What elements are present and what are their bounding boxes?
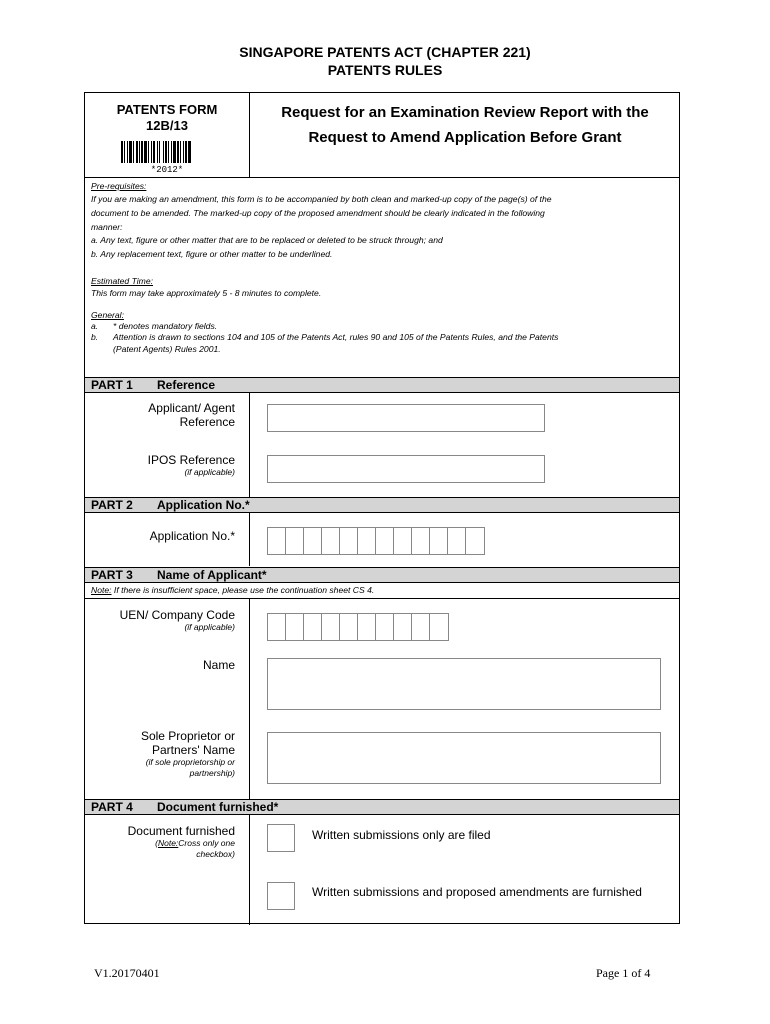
sole-proprietor-label bbox=[85, 729, 235, 779]
form-title-line1: Request for an Examination Review Report with the bbox=[281, 104, 649, 121]
prereq-line1: If you are making an amendment, this form is to be accompanied by both clean and marked-up copy of the page(s) of the bbox=[91, 194, 552, 204]
uen-sub: (if applicable) bbox=[184, 622, 235, 632]
document-note-label: Note: bbox=[157, 838, 179, 848]
sole-proprietor-input[interactable] bbox=[267, 732, 661, 784]
ipos-ref-label bbox=[85, 453, 235, 478]
part1-number: PART 1 bbox=[91, 378, 133, 392]
part2-title: Application No.* bbox=[157, 498, 250, 512]
document-note-text: Cross only one bbox=[178, 838, 235, 848]
part3-note bbox=[91, 584, 671, 598]
applicant-ref-input[interactable] bbox=[267, 404, 545, 432]
general-a-marker: a. bbox=[91, 321, 99, 331]
barcode bbox=[121, 141, 213, 163]
ipos-ref-sub: (if applicable) bbox=[184, 467, 235, 477]
submissions-amendments-checkbox[interactable] bbox=[267, 882, 295, 910]
application-no-input[interactable] bbox=[267, 527, 485, 555]
sole-sub2: partnership) bbox=[189, 768, 235, 778]
part1-band bbox=[85, 377, 679, 393]
part3-note-text: If there is insufficient space, please use the continuation sheet CS 4. bbox=[111, 585, 375, 595]
part3-number: PART 3 bbox=[91, 568, 133, 582]
act-title: SINGAPORE PATENTS ACT (CHAPTER 221) bbox=[239, 44, 531, 60]
submissions-only-label: Written submissions only are filed bbox=[312, 828, 491, 842]
submissions-amendments-label: Written submissions and proposed amendments are furnished bbox=[312, 885, 642, 899]
name-label: Name bbox=[202, 658, 235, 672]
document-furnished-note2: checkbox) bbox=[196, 849, 235, 859]
name-input[interactable] bbox=[267, 658, 661, 710]
prereq-line3: manner: bbox=[91, 222, 123, 232]
part2-number: PART 2 bbox=[91, 498, 133, 512]
form-frame bbox=[84, 92, 680, 924]
document-furnished-text: Document furnished bbox=[127, 824, 235, 838]
sole-line1: Sole Proprietor or bbox=[140, 729, 235, 743]
uen-label bbox=[85, 608, 235, 633]
application-no-label: Application No.* bbox=[149, 529, 235, 543]
part4-band bbox=[85, 799, 679, 815]
sole-sub1: (if sole proprietorship or bbox=[145, 757, 235, 767]
rules-title: PATENTS RULES bbox=[327, 62, 443, 78]
estimated-heading: Estimated Time: bbox=[91, 276, 154, 286]
general-b-text1: Attention is drawn to sections 104 and 105 of the Patents Act, rules 90 and 105 of the Patents Rules, and the Patents bbox=[113, 332, 559, 342]
part4-title: Document furnished* bbox=[157, 800, 279, 814]
barcode-bar bbox=[191, 141, 192, 163]
part3-divider bbox=[249, 599, 250, 802]
prereq-line2: document to be amended. The marked-up copy of the proposed amendment should be clearly indicated in the following bbox=[91, 208, 545, 218]
sole-line2: Partners' Name bbox=[152, 743, 235, 757]
ipos-ref-text: IPOS Reference bbox=[147, 453, 235, 467]
uen-input[interactable] bbox=[267, 613, 449, 641]
part2-divider bbox=[249, 513, 250, 566]
general-b-marker: b. bbox=[91, 332, 99, 342]
ipos-ref-input[interactable] bbox=[267, 455, 545, 483]
part4-divider bbox=[249, 815, 250, 925]
prereq-heading: Pre-requisites: bbox=[91, 181, 147, 191]
general-b-text2: (Patent Agents) Rules 2001. bbox=[113, 344, 221, 354]
part3-note-label: Note: bbox=[91, 585, 112, 595]
applicant-ref-line2: Reference bbox=[179, 415, 235, 429]
submissions-only-checkbox[interactable] bbox=[267, 824, 295, 852]
part4-number: PART 4 bbox=[91, 800, 133, 814]
form-id-line1: PATENTS FORM bbox=[116, 102, 218, 117]
form-id-line2: 12B/13 bbox=[146, 118, 188, 133]
general-heading: General: bbox=[91, 310, 124, 320]
applicant-ref-line1: Applicant/ Agent bbox=[148, 401, 235, 415]
applicant-ref-label bbox=[85, 401, 235, 429]
part3-band bbox=[85, 567, 679, 583]
prereq-item-b: b. Any replacement text, figure or other matter to be underlined. bbox=[91, 249, 333, 259]
header-rule bbox=[85, 177, 679, 178]
barcode-caption: *2012* bbox=[150, 165, 184, 175]
part1-divider bbox=[249, 393, 250, 497]
part3-title: Name of Applicant* bbox=[157, 568, 267, 582]
document-furnished-label bbox=[85, 824, 235, 860]
page-number: Page 1 of 4 bbox=[596, 966, 651, 980]
estimated-text: This form may take approximately 5 - 8 minutes to complete. bbox=[91, 288, 322, 298]
uen-text: UEN/ Company Code bbox=[119, 608, 235, 622]
part3-note-rule bbox=[85, 598, 679, 599]
part1-title: Reference bbox=[157, 378, 216, 392]
version-footer: V1.20170401 bbox=[94, 966, 160, 980]
form-title-line2: Request to Amend Application Before Grant bbox=[308, 129, 622, 146]
document-furnished-note: (Note:Cross only one bbox=[155, 838, 235, 848]
prereq-item-a: a. Any text, figure or other matter that are to be replaced or deleted to be struck through; and bbox=[91, 235, 443, 245]
general-a-text: * denotes mandatory fields. bbox=[113, 321, 218, 331]
part2-band bbox=[85, 497, 679, 513]
header-divider bbox=[249, 93, 250, 177]
